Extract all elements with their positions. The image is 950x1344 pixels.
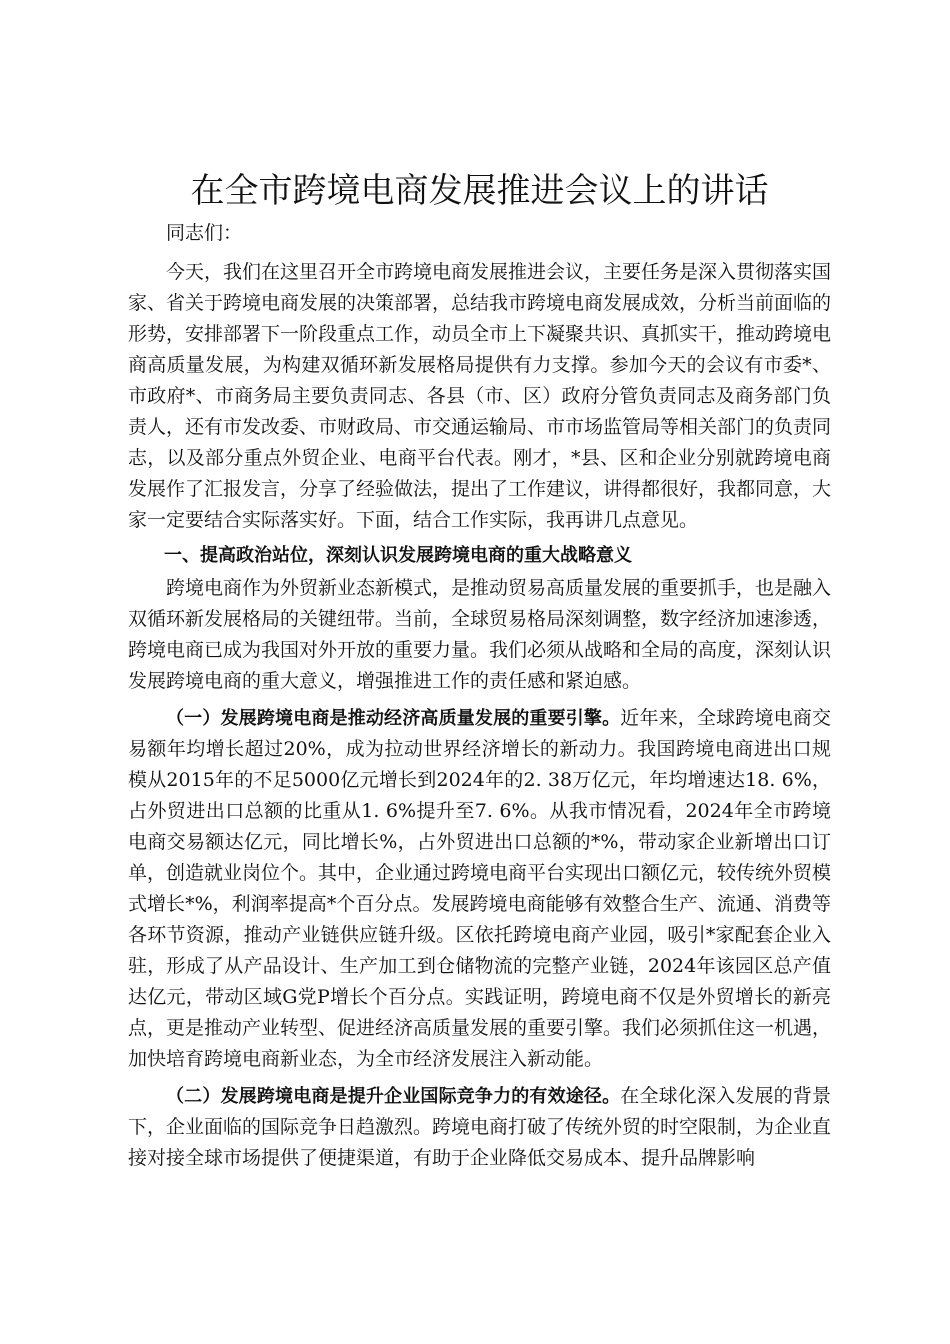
document-body	[128, 168, 831, 1174]
subsection-1-paragraph	[128, 703, 831, 1075]
subsection-2-paragraph	[128, 1081, 831, 1174]
subsection-1-lead: （一）发展跨境电商是推动经济高质量发展的重要引擎。	[166, 708, 621, 729]
subsection-2-lead: （二）发展跨境电商是提升企业国际竞争力的有效途径。	[166, 1086, 621, 1107]
intro-paragraph: 今天，我们在这里召开全市跨境电商发展推进会议，主要任务是深入贯彻落实国家、省关于跨境电商发展的决策部署，总结我市跨境电商发展成效，分析当前面临的形势，安排部署下一阶段重点工作，动员全市上下凝聚共识、真抓实干，推动跨境电商高质量发展，为构建双循环新发展格局提供有力支撑。参加今天的会议有市委*、市政府*、市商务局主要负责同志、各县（市、区）政府分管负责同志及商务部门负责人，还有市发改委、市财政局、市交通运输局、市市场监管局等相关部门的负责同志，以及部分重点外贸企业、电商平台代表。刚才，*县、区和企业分别就跨境电商发展作了汇报发言，分享了经验做法，提出了工作建议，讲得都很好，我都同意，大家一定要结合实际落实好。下面，结合工作实际，我再讲几点意见。	[128, 261, 832, 531]
subsection-2-body: 在全球化深入发展的背景下，企业面临的国际竞争日趋激烈。跨境电商打破了传统外贸的时空限制，为企业直接对接全球市场提供了便捷渠道，有助于企业降低交易成本、提升品牌影响	[128, 1085, 832, 1169]
section-1-paragraph: 跨境电商作为外贸新业态新模式，是推动贸易高质量发展的重要抓手，也是融入双循环新发展格局的关键纽带。当前，全球贸易格局深刻调整，数字经济加速渗透，跨境电商已成为我国对外开放的重要力量。我们必须从战略和全局的高度，深刻认识发展跨境电商的重大意义，增强推进工作的责任感和紧迫感。	[128, 577, 832, 692]
subsection-1-body: 近年来，全球跨境电商交易额年均增长超过20%，成为拉动世界经济增长的新动力。我国跨境电商进出口规模从2015年的不足5000亿元增长到2024年的2. 38万亿元，年均增速达18. 6%，占外贸进出口总额的比重从1. 6%提升至7. 6%。从我市情况看，2024年全市跨境电商交易额达亿元，同比增长%，占外贸进出口总额的*%，带动家企业新增出口订单，创造就业岗位个。其中，企业通过跨境电商平台实现出口额亿元，较传统外贸模式增长*%，利润率提高*个百分点。发展跨境电商能够有效整合生产、流通、消费等各环节资源，推动产业链供应链升级。区依托跨境电商产业园，吸引*家配套企业入驻，形成了从产品设计、生产加工到仓储物流的完整产业链，2024年该园区总产值达亿元，带动区域G党P增长个百分点。实践证明，跨境电商不仅是外贸增长的新亮点，更是推动产业转型、促进经济高质量发展的重要引擎。我们必须抓住这一机遇，加快培育跨境电商新业态，为全市经济发展注入新动能。	[128, 707, 832, 1070]
document-title: 在全市跨境电商发展推进会议上的讲话	[190, 171, 769, 211]
salutation: 同志们：	[166, 222, 243, 244]
section-heading-1: 一、提高政治站位，深刻认识发展跨境电商的重大战略意义	[164, 545, 632, 566]
